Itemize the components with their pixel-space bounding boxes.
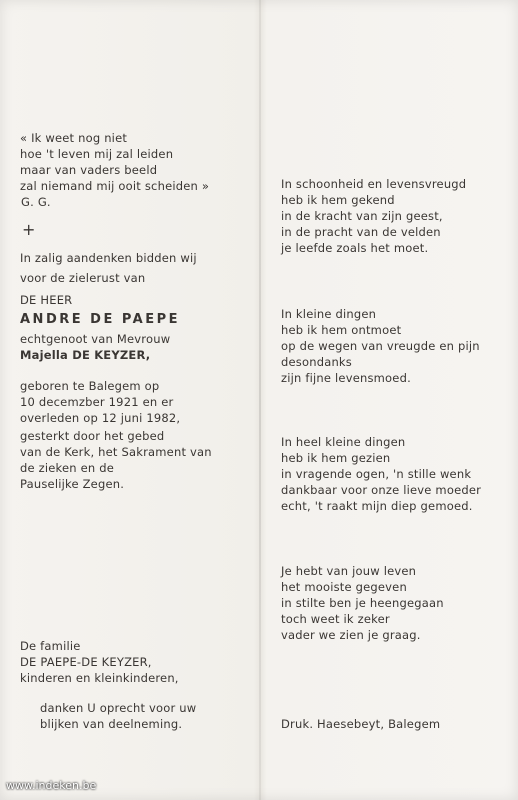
stanza-line: heb ik hem gekend: [281, 193, 395, 207]
deceased-name: ANDRE DE PAEPE: [20, 312, 181, 327]
spouse-info: [20, 331, 170, 363]
cross-symbol: +: [22, 220, 36, 239]
stanza-line: je leefde zoals het moet.: [281, 241, 429, 255]
stanza-line: in de kracht van zijn geest,: [281, 209, 443, 223]
stanza-line: In heel kleine dingen: [281, 435, 406, 449]
poem-line: « Ik weet nog niet: [20, 131, 128, 145]
spouse-name: Majella DE KEYZER,: [20, 348, 151, 362]
stanza-line: op de wegen van vreugde en pijn: [281, 339, 480, 353]
thanks-line: blijken van deelneming.: [40, 717, 183, 731]
stanza-line: het mooiste gegeven: [281, 580, 407, 594]
family-block: [20, 638, 179, 686]
stanza-line: heb ik hem gezien: [281, 451, 391, 465]
info-line: Pauselijke Zegen.: [20, 477, 125, 491]
info-line: van de Kerk, het Sakrament van: [20, 445, 212, 459]
stanza-line: In kleine dingen: [281, 307, 377, 321]
family-line: De familie: [20, 639, 81, 653]
stanza-3: [281, 434, 481, 514]
poem-line: zal niemand mij ooit scheiden »: [20, 179, 210, 193]
thanks-line: danken U oprecht voor uw: [40, 701, 197, 715]
info-line: overleden op 12 juni 1982,: [20, 411, 181, 425]
card-fold: [259, 0, 261, 800]
printer-credit: Druk. Haesebeyt, Balegem: [281, 717, 441, 731]
poem-line: maar van vaders beeld: [20, 163, 158, 177]
website-watermark: www.indeken.be: [6, 779, 97, 792]
stanza-line: zijn fijne levensmoed.: [281, 371, 411, 385]
stanza-line: in vragende ogen, 'n stille wenk: [281, 467, 472, 481]
stanza-line: dankbaar voor onze lieve moeder: [281, 483, 482, 497]
family-line: kinderen en kleinkinderen,: [20, 671, 179, 685]
stanza-line: toch weet ik zeker: [281, 612, 390, 626]
stanza-line: In schoonheid en levensvreugd: [281, 177, 467, 191]
title-heer: DE HEER: [20, 293, 73, 307]
info-line: 10 decemzber 1921 en er: [20, 395, 174, 409]
intro-line: In zalig aandenken bidden wij: [20, 251, 197, 265]
stanza-4: [281, 563, 444, 643]
info-line: gesterkt door het gebed: [20, 429, 165, 443]
stanza-line: heb ik hem ontmoet: [281, 323, 402, 337]
info-line: de zieken en de: [20, 461, 115, 475]
poem-line: hoe 't leven mij zal leiden: [20, 147, 174, 161]
intro-text: [20, 250, 197, 286]
birth-death-info: [20, 378, 180, 426]
sacrament-info: [20, 428, 212, 492]
opening-poem: [20, 130, 209, 210]
stanza-2: [281, 306, 480, 386]
stanza-line: desondanks: [281, 355, 352, 369]
poem-signature: G. G.: [21, 195, 51, 209]
thanks-block: [40, 700, 196, 732]
stanza-line: echt, 't raakt mijn diep gemoed.: [281, 499, 473, 513]
spouse-intro: echtgenoot van Mevrouw: [20, 332, 171, 346]
info-line: geboren te Balegem op: [20, 379, 160, 393]
stanza-line: in de pracht van de velden: [281, 225, 441, 239]
intro-line: voor de zielerust van: [20, 271, 146, 285]
stanza-line: vader we zien je graag.: [281, 628, 421, 642]
family-line: DE PAEPE-DE KEYZER,: [20, 655, 152, 669]
stanza-line: in stilte ben je heengegaan: [281, 596, 444, 610]
stanza-1: [281, 176, 466, 256]
stanza-line: Je hebt van jouw leven: [281, 564, 417, 578]
